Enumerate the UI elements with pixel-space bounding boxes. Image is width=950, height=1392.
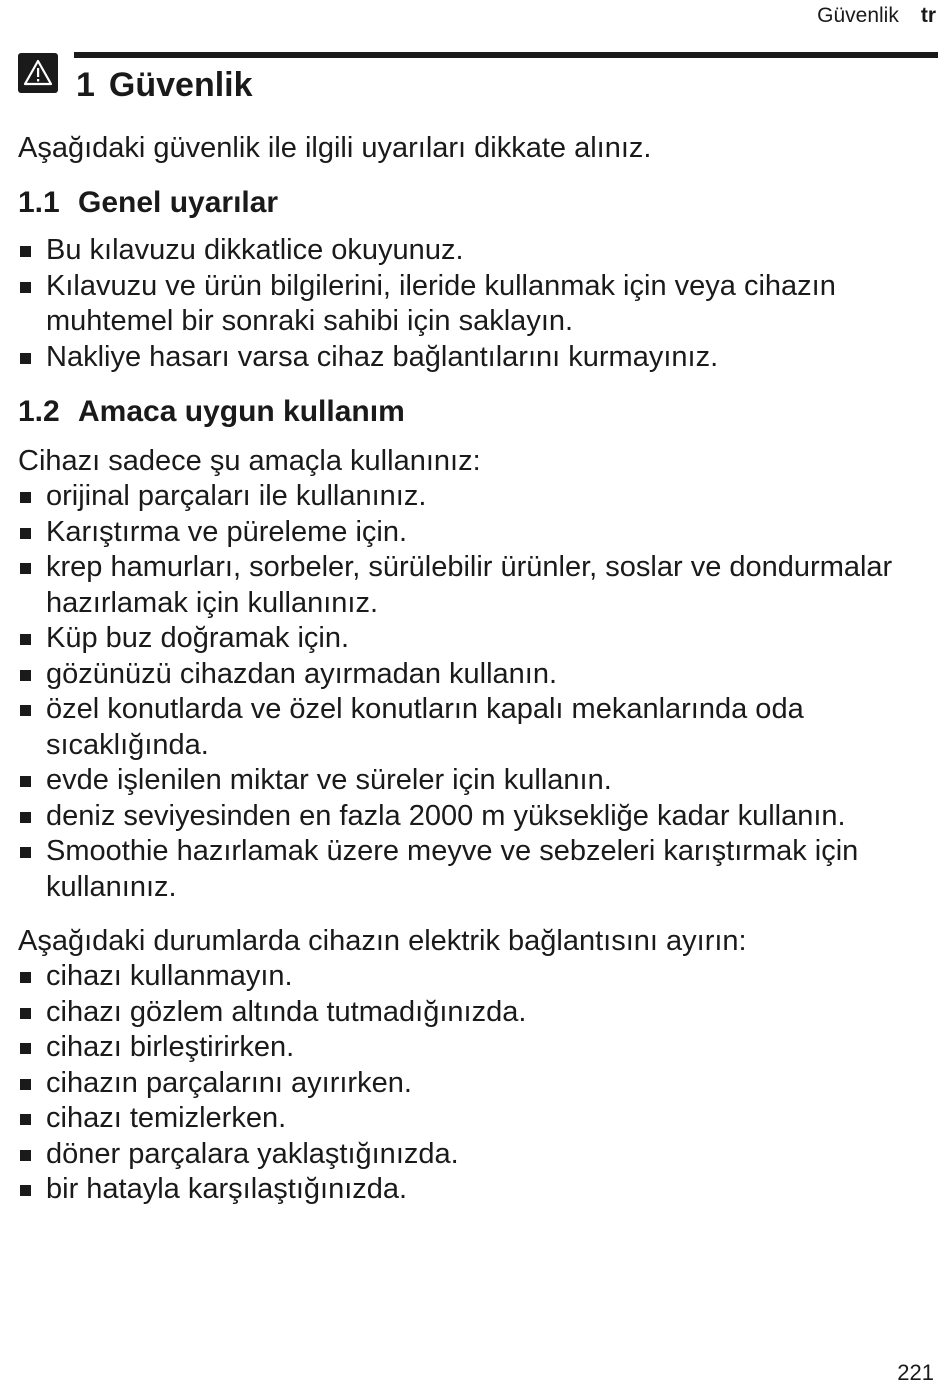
main-content xyxy=(18,131,934,1208)
chapter-rule xyxy=(74,52,938,58)
intro-text: Aşağıdaki güvenlik ile ilgili uyarıları dikkate alınız. xyxy=(18,132,652,164)
list-item: Kılavuzu ve ürün bilgilerini, ileride kullanmak için veya cihazın muhtemel bir sonraki sahibi için saklayın. xyxy=(18,269,934,340)
list-item: deniz seviyesinden en fazla 2000 m yüksekliğe kadar kullanın. xyxy=(18,799,934,835)
list-item: Karıştırma ve püreleme için. xyxy=(18,515,934,551)
list-item: bir hatayla karşılaştığınızda. xyxy=(18,1172,934,1208)
list-item: cihazı temizlerken. xyxy=(18,1101,934,1137)
chapter-title-text: Güvenlik xyxy=(108,66,253,104)
chapter-number: 1 xyxy=(76,66,95,104)
list-item: cihazı kullanmayın. xyxy=(18,959,934,995)
section-number: 1.2 xyxy=(18,395,60,428)
list-item: cihazın parçalarını ayırırken. xyxy=(18,1066,934,1102)
list-item: gözünüzü cihazdan ayırmadan kullanın. xyxy=(18,657,934,693)
warning-triangle-icon xyxy=(18,53,58,93)
disconnect-lead: Aşağıdaki durumlarda cihazın elektrik bağlantısını ayırın: xyxy=(18,925,747,957)
list-item: Küp buz doğramak için. xyxy=(18,621,934,657)
page-number: 221 xyxy=(897,1360,934,1385)
list-item: Smoothie hazırlamak üzere meyve ve sebzeleri karıştırmak için kullanınız. xyxy=(18,834,934,905)
section-1-2-heading xyxy=(18,394,934,430)
list-item: Nakliye hasarı varsa cihaz bağlantılarını kurmayınız. xyxy=(18,340,934,376)
list-item: özel konutlarda ve özel konutların kapalı mekanlarında oda sıcaklığında. xyxy=(18,692,934,763)
list-item: krep hamurları, sorbeler, sürülebilir ürünler, soslar ve dondurmalar hazırlamak için kullanınız. xyxy=(18,550,934,621)
intended-use-lead: Cihazı sadece şu amaçla kullanınız: xyxy=(18,445,481,477)
list-item: döner parçalara yaklaştığınızda. xyxy=(18,1137,934,1173)
list-item: orijinal parçaları ile kullanınız. xyxy=(18,479,934,515)
list-item: evde işlenilen miktar ve süreler için kullanın. xyxy=(18,763,934,799)
language-code: tr xyxy=(920,4,936,27)
running-head xyxy=(817,4,936,28)
section-title: Genel uyarılar xyxy=(78,186,279,219)
list-item: Bu kılavuzu dikkatlice okuyunuz. xyxy=(18,233,934,269)
section-title: Amaca uygun kullanım xyxy=(78,395,405,428)
intended-use-list xyxy=(18,479,934,905)
chapter-title xyxy=(76,66,253,105)
section-1-1-heading xyxy=(18,185,934,221)
disconnect-list xyxy=(18,959,934,1208)
general-warnings-list xyxy=(18,233,934,375)
running-head-section: Güvenlik xyxy=(817,4,899,27)
list-item: cihazı gözlem altında tutmadığınızda. xyxy=(18,995,934,1031)
section-number: 1.1 xyxy=(18,186,60,219)
list-item: cihazı birleştirirken. xyxy=(18,1030,934,1066)
